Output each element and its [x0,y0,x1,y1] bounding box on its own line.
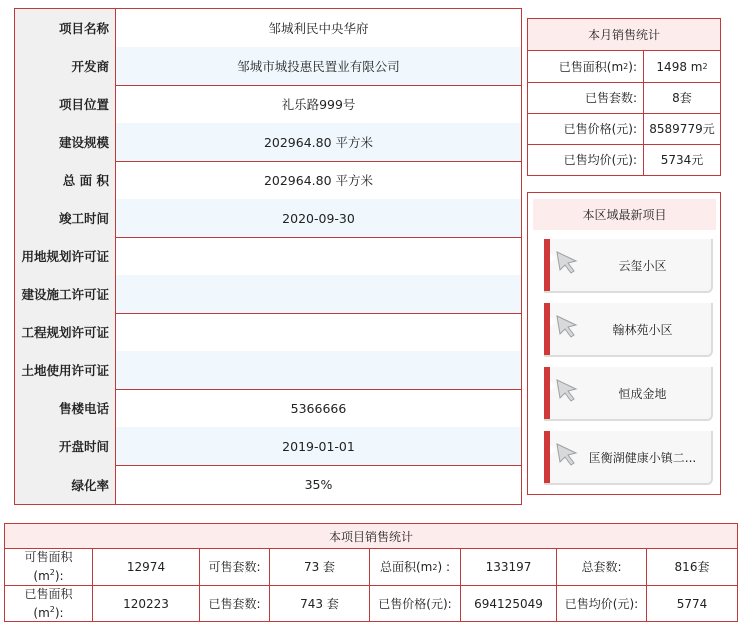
monthly-area-label [528,51,644,82]
red-marker-icon [544,303,550,355]
sold-avg-label: 已售均价(元): [557,586,647,622]
sold-price-label: 已售价格(元): [370,586,461,622]
monthly-avg-row [528,144,720,175]
total-area-label-sup: 2 [432,562,438,572]
sold-units-label: 已售套数: [200,586,270,622]
sold-price-value: 694125049 [461,586,557,622]
regional-project-item[interactable] [544,367,713,421]
regional-project-item[interactable] [544,303,713,357]
regional-project-name[interactable]: 翰林苑小区 [612,322,673,337]
monthly-area-value [644,51,720,82]
info-value [116,237,521,275]
sold-units-value: 743 套 [270,586,370,622]
regional-project-item[interactable] [544,431,713,485]
available-area-value: 12974 [93,549,200,585]
monthly-units-label: 已售套数: [528,82,644,113]
info-row-engineering-permit [15,313,521,352]
info-row-phone [15,389,521,428]
available-area-unit: (m [33,569,50,583]
area-label-sup: 2 [623,62,629,71]
available-area-unit-end: ): [54,569,64,583]
info-label: 绿化率 [15,465,116,504]
info-row-greening [15,465,521,504]
monthly-avg-label: 已售均价(元): [528,144,644,175]
info-value: 邹城利民中央华府 [268,21,369,36]
info-label: 开发商 [15,47,116,85]
monthly-area-row [528,51,720,83]
info-label: 总 面 积 [15,161,116,199]
total-area-label [370,549,461,585]
info-row-completion [15,199,521,238]
info-row-scale [15,123,521,162]
red-marker-icon [544,367,550,419]
monthly-sales-panel [527,18,721,176]
info-row-land-use-permit [15,351,521,390]
info-label: 售楼电话 [15,389,116,427]
info-row-location [15,85,521,124]
monthly-sales-title: 本月销售统计 [528,19,720,51]
info-value: 2019-01-01 [116,427,521,465]
total-area-label-text: 总面积(m [379,559,433,574]
monthly-avg-value: 5734元 [660,153,704,167]
regional-project-item[interactable] [544,239,713,293]
regional-projects-title: 本区域最新项目 [533,199,716,230]
project-sales-panel [4,523,738,622]
sold-area-unit-sup: 2 [49,605,55,614]
info-label: 用地规划许可证 [15,237,116,275]
info-label: 工程规划许可证 [15,313,116,351]
info-label: 建设施工许可证 [15,275,116,313]
monthly-price-value: 8589779元 [649,122,715,136]
total-units-label: 总套数: [557,549,647,585]
area-label-end: ): [628,59,637,74]
monthly-price-row [528,113,720,145]
info-value: 202964.80 平方米 [116,123,521,161]
sold-avg-value: 5774 [676,596,708,611]
info-value [116,313,521,351]
regional-projects-panel [527,192,721,495]
info-row-name [15,9,521,48]
total-units-value: 816套 [674,559,710,574]
red-marker-icon [544,431,550,483]
available-area-unit-sup: 2 [49,568,55,577]
regional-project-name[interactable]: 恒成金地 [618,386,667,401]
monthly-units-value: 8套 [672,91,692,105]
area-label-text: 已售面积(m [558,60,624,74]
project-info-table [14,8,522,505]
info-row-opening [15,427,521,466]
info-label: 开盘时间 [15,427,116,465]
info-value: 5366666 [290,400,347,416]
cursor-arrow-icon [554,441,580,467]
monthly-price-label: 已售价格(元): [528,113,644,144]
sales-row-sold [5,586,737,622]
total-area-label-end: ) : [437,559,450,574]
area-value-text: 1498 m [656,59,703,74]
monthly-units-row [528,82,720,114]
info-value: 2020-09-30 [116,199,521,237]
info-label: 竣工时间 [15,199,116,237]
regional-project-name[interactable]: 云玺小区 [618,258,667,273]
project-sales-title: 本项目销售统计 [5,524,737,549]
available-area-label [5,549,93,585]
info-value [116,351,521,389]
cursor-arrow-icon [554,313,580,339]
info-label: 建设规模 [15,123,116,161]
sold-area-unit-end: ): [54,606,64,620]
info-label: 项目位置 [15,85,116,123]
available-units-value: 73 套 [270,549,370,585]
info-row-construction-permit [15,275,521,314]
total-area-value: 133197 [461,549,557,585]
red-marker-icon [544,239,550,291]
sold-area-label-text: 已售面积 [24,587,73,601]
info-label: 项目名称 [15,9,116,47]
regional-project-name[interactable]: 匡衡湖健康小镇二... [588,450,697,465]
available-units-label: 可售套数: [200,549,270,585]
info-value: 邹城市城投惠民置业有限公司 [116,47,521,85]
info-value [116,275,521,313]
info-value: 202964.80 平方米 [263,173,374,188]
info-value: 35% [304,477,333,492]
info-row-developer [15,47,521,86]
sold-area-label [5,586,93,622]
info-row-total-area [15,161,521,200]
cursor-arrow-icon [554,377,580,403]
info-label: 土地使用许可证 [15,351,116,389]
cursor-arrow-icon [554,249,580,275]
sold-area-unit: (m [33,606,50,620]
area-value-sup: 2 [702,62,708,71]
sales-row-available [5,549,737,586]
info-value: 礼乐路999号 [281,97,356,112]
info-row-land-permit [15,237,521,276]
sold-area-value: 120223 [93,586,200,622]
available-area-label-text: 可售面积 [24,550,73,564]
